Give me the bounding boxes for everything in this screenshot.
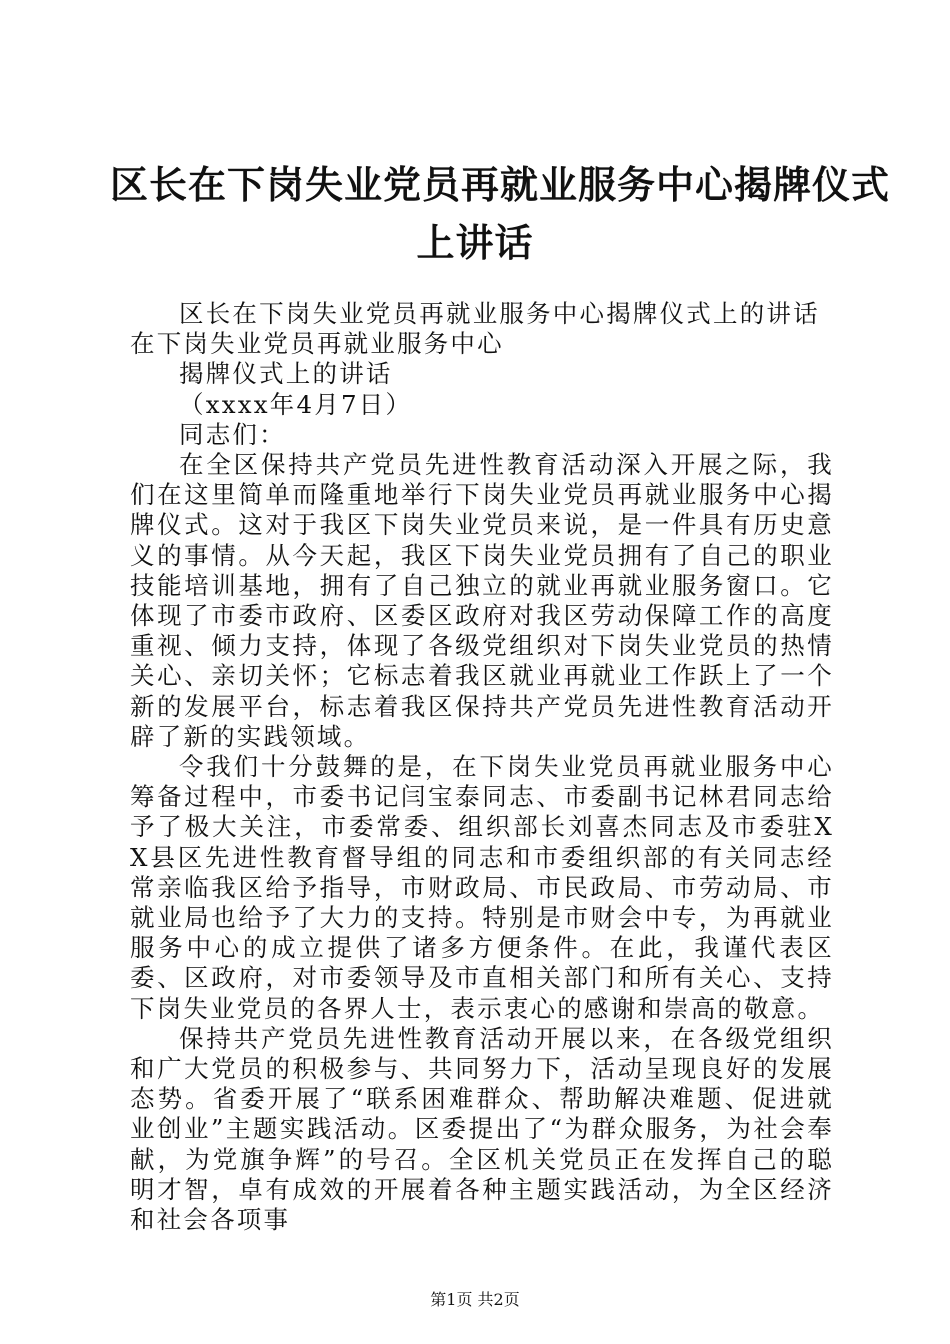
body-paragraph: 在全区保持共产党员先进性教育活动深入开展之际，我们在这里简单而隆重地举行下岗失业党员再就业服务中心揭牌仪式。这对于我区下岗失业党员来说，是一件具有历史意义的事情。从今天起，我区下岗失业党员拥有了自己的职业技能培训基地，拥有了自己独立的就业再就业服务窗口。它体现了市委市政府、区委区政府对我区劳动保障工作的高度重视、倾力支持，体现了各级党组织对下岗失业党员的热情关心、亲切关怀；它标志着我区就业再就业工作跃上了一个新的发展平台，标志着我区保持共产党员先进性教育活动开辟了新的实践领域。 bbox=[130, 450, 834, 751]
body-paragraph: 揭牌仪式上的讲话 bbox=[179, 359, 393, 389]
document-title-line-1: 区长在下岗失业党员再就业服务中心揭牌仪式 bbox=[110, 163, 891, 207]
page-footer: 第1页 共2页 bbox=[430, 1290, 520, 1309]
document-body bbox=[130, 299, 834, 1235]
body-paragraph: （xxxx年4月7日） bbox=[179, 389, 413, 419]
body-paragraph: 令我们十分鼓舞的是，在下岗失业党员再就业服务中心筹备过程中，市委书记闫宝泰同志、市委副书记林君同志给予了极大关注，市委常委、组织部长刘喜杰同志及市委驻XX县区先进性教育督导组的同志和市委组织部的有关同志经常亲临我区给予指导，市财政局、市民政局、市劳动局、市就业局也给予了大力的支持。特别是市财会中专，为再就业服务中心的成立提供了诸多方便条件。在此，我谨代表区委、区政府，对市委领导及市直相关部门和所有关心、支持下岗失业党员的各界人士，表示衷心的感谢和崇高的敬意。 bbox=[130, 752, 834, 1023]
document-title-line-2: 上讲话 bbox=[416, 221, 534, 265]
body-paragraph: 保持共产党员先进性教育活动开展以来，在各级党组织和广大党员的积极参与、共同努力下，活动呈现良好的发展态势。省委开展了“联系困难群众、帮助解决难题、促进就业创业”主题实践活动。区委提出了“为群众服务，为社会奉献，为党旗争辉”的号召。全区机关党员正在发挥自己的聪明才智，卓有成效的开展着各种主题实践活动，为全区经济和社会各项事 bbox=[130, 1023, 834, 1235]
body-paragraph: 同志们： bbox=[179, 419, 286, 449]
body-paragraph: 区长在下岗失业党员再就业服务中心揭牌仪式上的讲话在下岗失业党员再就业服务中心 bbox=[130, 299, 820, 359]
